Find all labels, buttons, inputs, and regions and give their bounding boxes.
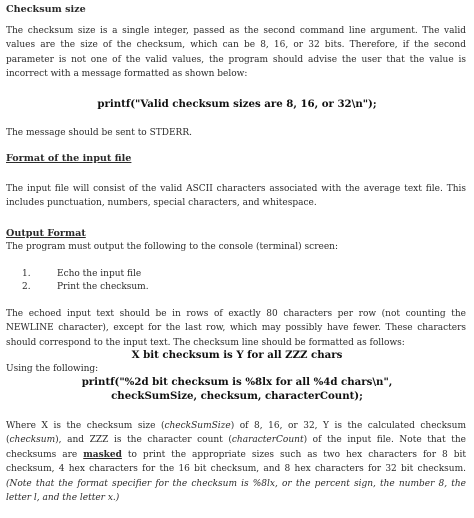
var-checksum: checksum	[9, 435, 56, 446]
heading-input-format: Format of the input file	[6, 153, 132, 164]
printf-valid-sizes: printf("Valid checksum sizes are 8, 16, or 32\n");	[97, 98, 377, 110]
where-text: ) of 8, 16, or 32, Y is the calculated checksum (	[6, 421, 466, 446]
where-paragraph	[6, 419, 466, 505]
list-item-text: Echo the input file	[57, 269, 142, 279]
using-following: Using the following:	[6, 364, 99, 374]
heading-checksum-size: Checksum size	[6, 4, 86, 15]
where-text: Where X is the checksum size (	[6, 421, 165, 431]
where-text: ) of the input file. Note that the checksums are	[6, 435, 466, 460]
list-item-text: Print the checksum.	[57, 282, 149, 292]
checksum-line-format: X bit checksum is Y for all ZZZ chars	[131, 349, 343, 361]
var-charactercount: characterCount	[231, 435, 304, 446]
printf-line-1: printf("%2d bit checksum is %8lx for all %4d chars\n",	[81, 376, 393, 388]
var-checksumsize: checkSumSize	[164, 421, 231, 431]
where-text: to print the appropriate sizes such as two hex characters for 8 bit checksum, 4 hex characters for the 16 bit checksum, and 8 hex characters for 32 bit checksum.	[6, 449, 466, 475]
list-item-number: 2.	[22, 282, 31, 292]
where-text: ), and ZZZ is the character count (	[55, 435, 232, 446]
stderr-note: The message should be sent to STDERR.	[6, 128, 192, 138]
checksum-size-paragraph: The checksum size is a single integer, passed as the second command line argument. The valid values are the size of the checksum, which can be 8, 16, or 32 bits. Therefore, if the second parameter is not one of the valid values, the program should advise the user that the value is incorrect with a message formatted as shown below:	[6, 26, 466, 80]
printf-line-2: checkSumSize, checksum, characterCount);	[111, 390, 363, 402]
output-intro: The program must output the following to the console (terminal) screen:	[6, 242, 338, 252]
heading-output-format: Output Format	[6, 228, 86, 239]
masked-word: masked	[83, 449, 122, 460]
echo-paragraph: The echoed input text should be in rows of exactly 80 characters per row (not counting the NEWLINE character), except for the last row, which may possibly have fewer. These characters should correspond to the input text. The checksum line should be formatted as follows:	[6, 309, 466, 348]
input-file-paragraph: The input file will consist of the valid ASCII characters associated with the average text file. This includes punctuation, numbers, special characters, and whitespace.	[6, 184, 466, 209]
list-item-number: 1.	[22, 269, 31, 279]
format-specifier-note: (Note that the format specifier for the checksum is %8lx, or the percent sign, the number 8, the letter l, and the letter x.)	[6, 478, 466, 504]
